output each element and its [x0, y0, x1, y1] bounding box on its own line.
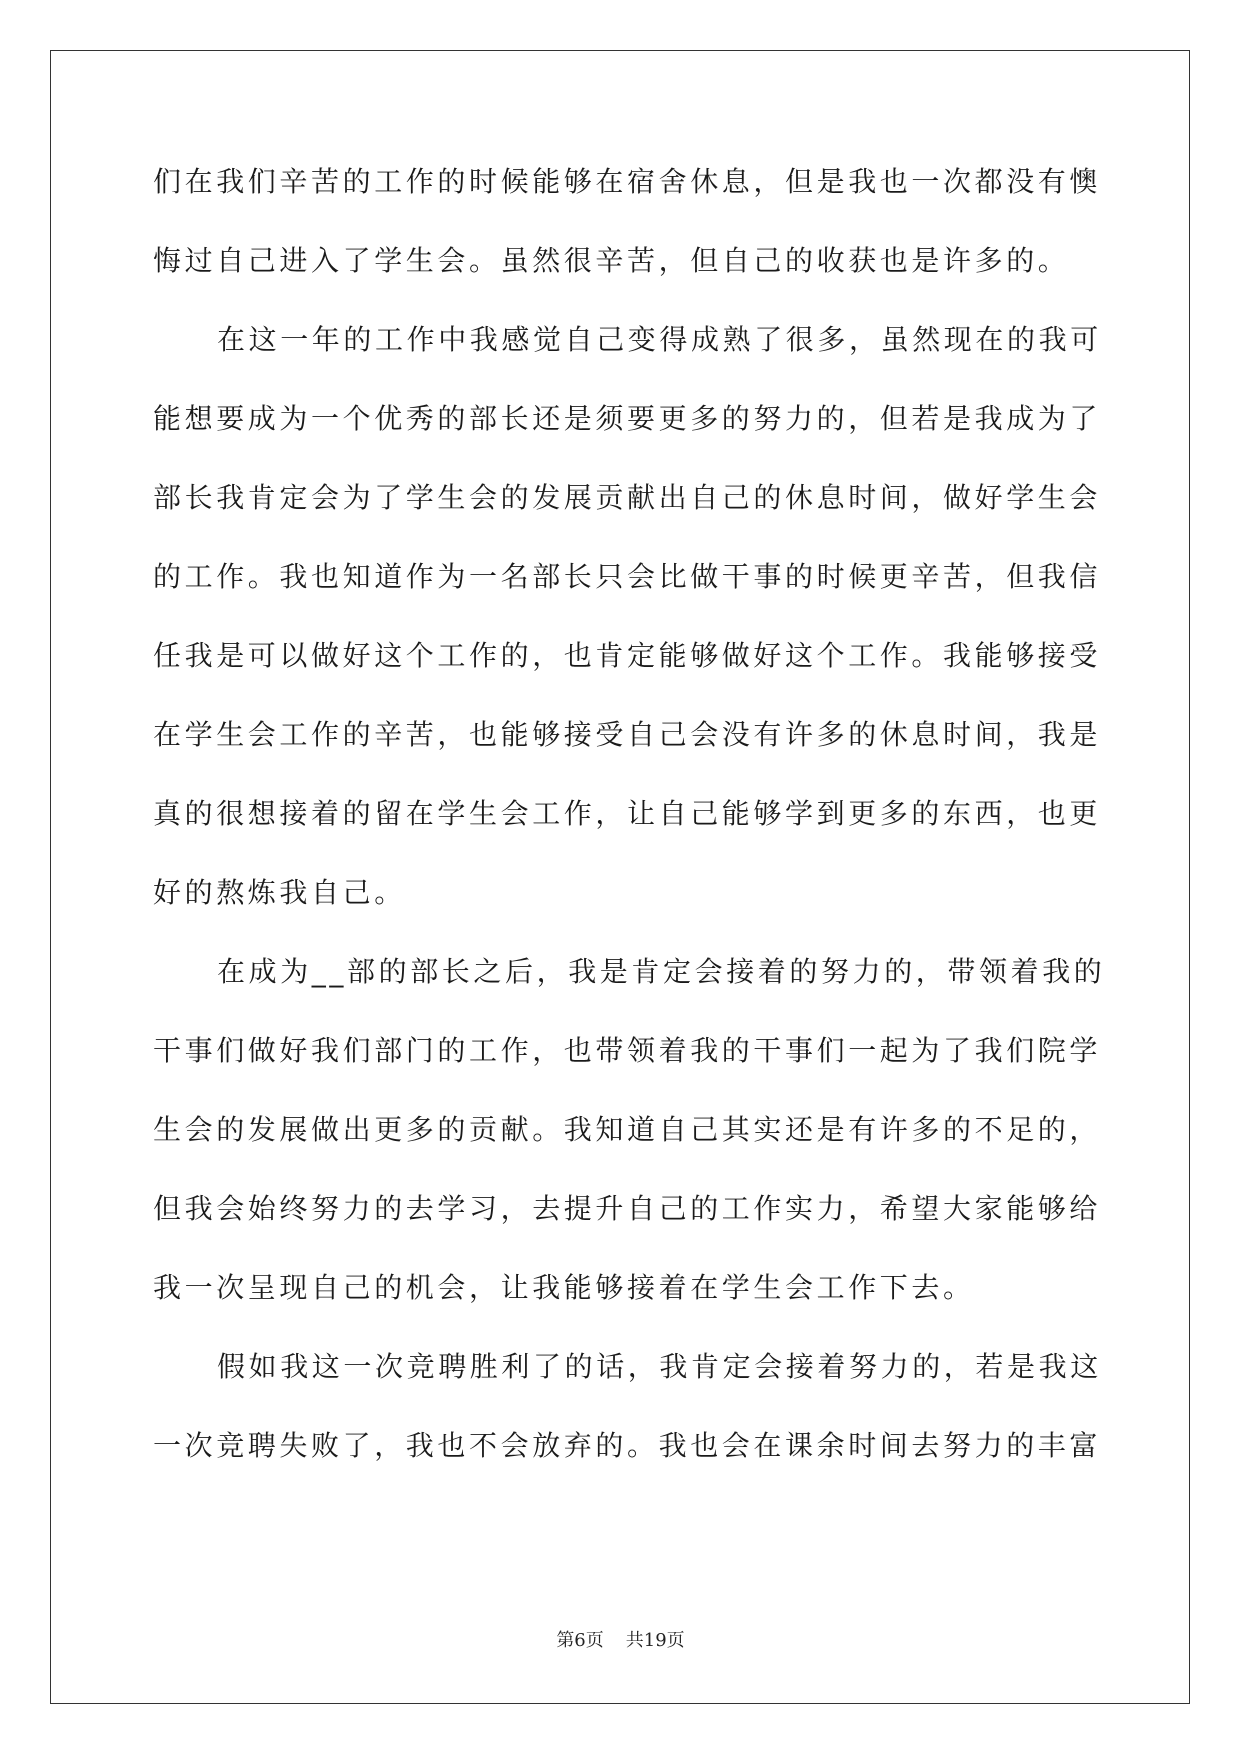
text-line-6: 的工作。我也知道作为一名部长只会比做干事的时候更辛苦，但我信: [153, 560, 1102, 593]
text-line-13: 生会的发展做出更多的贡献。我知道自己其实还是有许多的不足的，: [153, 1113, 1102, 1146]
text-line-8: 在学生会工作的辛苦，也能够接受自己会没有许多的休息时间，我是: [153, 718, 1102, 751]
text-line-17: 一次竞聘失败了，我也不会放弃的。我也会在课余时间去努力的丰富: [153, 1429, 1102, 1462]
page-total: 共19页: [625, 1630, 685, 1651]
text-line-14: 但我会始终努力的去学习，去提升自己的工作实力，希望大家能够给: [153, 1192, 1102, 1225]
text-line-2: 悔过自己进入了学生会。虽然很辛苦，但自己的收获也是许多的。: [153, 244, 1070, 277]
text-line-4: 能想要成为一个优秀的部长还是须要更多的努力的，但若是我成为了: [153, 402, 1102, 435]
text-line-16: 假如我这一次竞聘胜利了的话，我肯定会接着努力的，若是我这: [217, 1350, 1102, 1383]
text-line-11: 在成为__部的部长之后，我是肯定会接着的努力的，带领着我的: [217, 955, 1106, 988]
text-line-3: 在这一年的工作中我感觉自己变得成熟了很多，虽然现在的我可: [217, 323, 1102, 356]
text-line-5: 部长我肯定会为了学生会的发展贡献出自己的休息时间，做好学生会: [153, 481, 1102, 514]
text-line-12: 干事们做好我们部门的工作，也带领着我的干事们一起为了我们院学: [153, 1034, 1102, 1067]
page-number: 第6页: [556, 1630, 604, 1651]
text-line-10: 好的熬炼我自己。: [153, 876, 406, 909]
text-line-15: 我一次呈现自己的机会，让我能够接着在学生会工作下去。: [153, 1271, 975, 1304]
text-line-7: 任我是可以做好这个工作的，也肯定能够做好这个工作。我能够接受: [153, 639, 1102, 672]
page-footer: [0, 1626, 1241, 1652]
text-line-1: 们在我们辛苦的工作的时候能够在宿舍休息，但是我也一次都没有懊: [153, 165, 1102, 198]
text-line-9: 真的很想接着的留在学生会工作，让自己能够学到更多的东西，也更: [153, 797, 1102, 830]
